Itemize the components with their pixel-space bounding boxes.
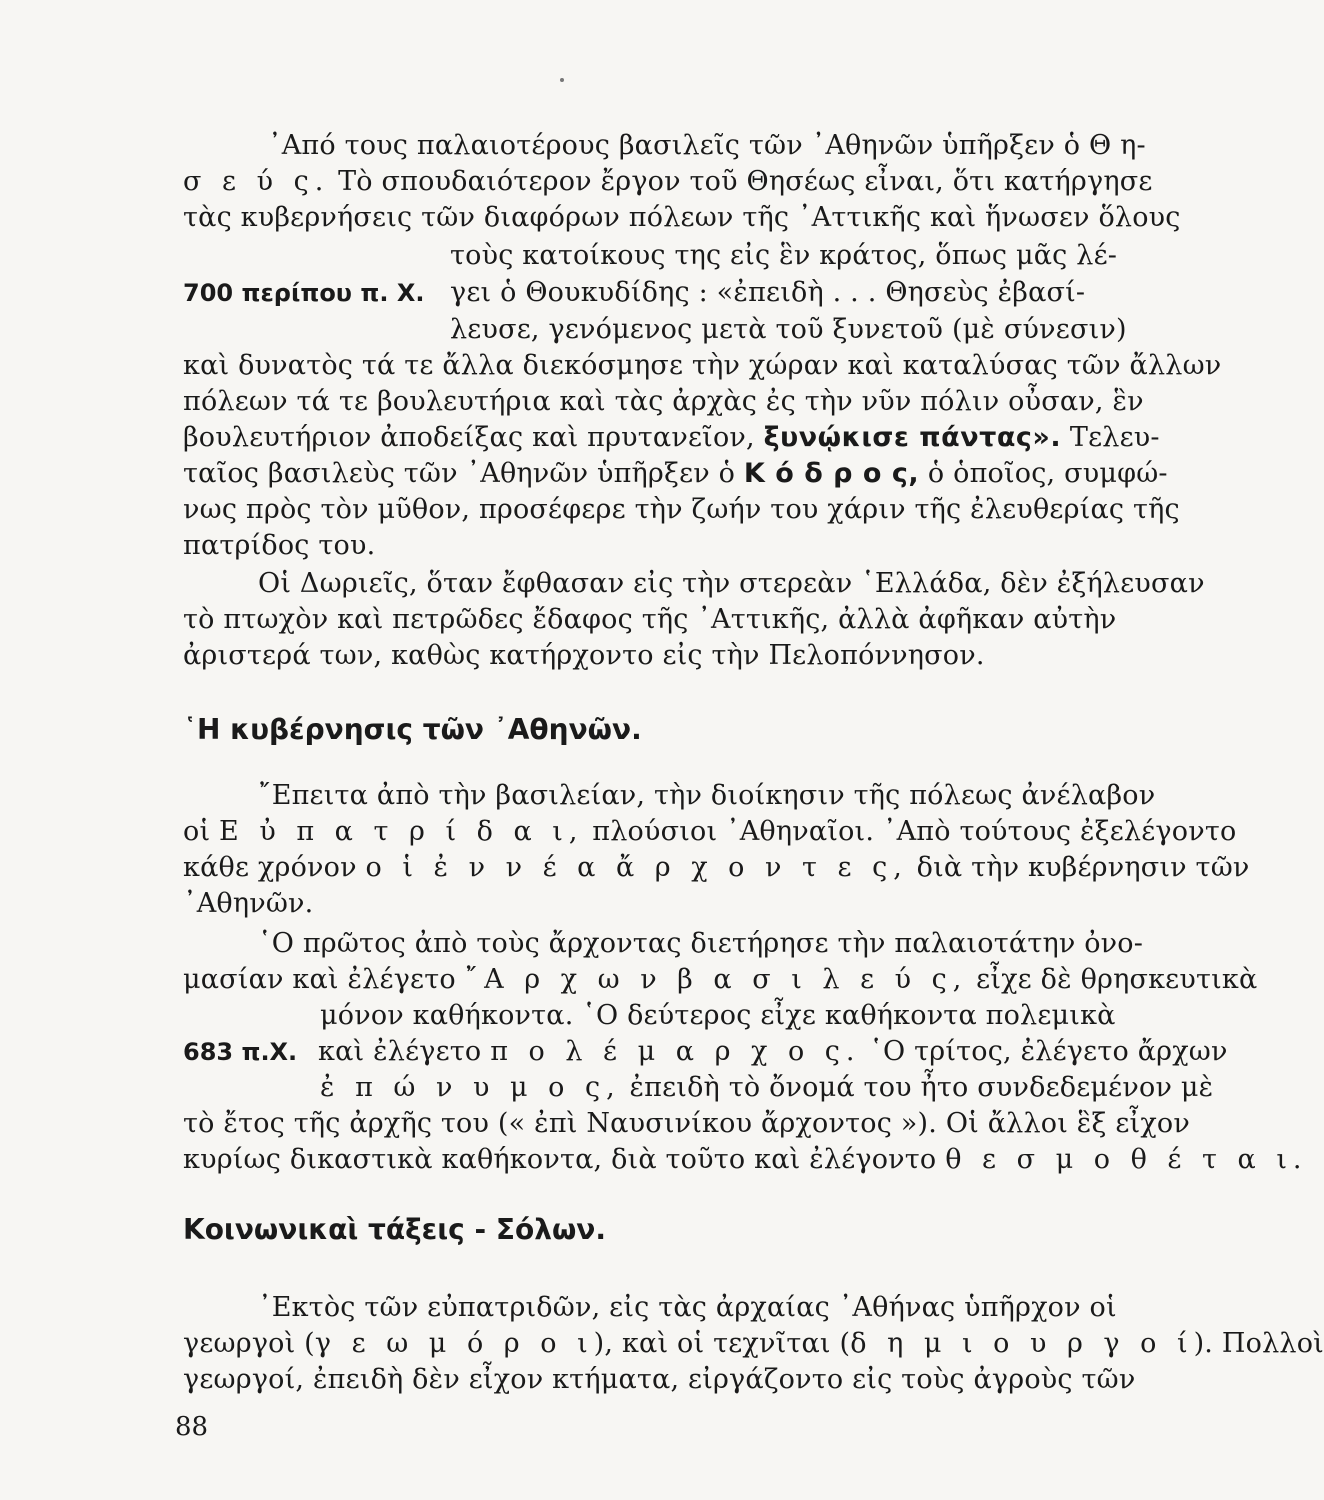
text-line: ταῖος βασιλεὺς τῶν ᾿Αθηνῶν ὑπῆρξεν ὁ Κ ό δ ρ ο ς, ὁ ὁποῖος, συμφώ- <box>183 458 1168 489</box>
text-line: βουλευτήριον ἀποδείξας καὶ πρυτανεῖον, ξυνῴκισε πάντας». Τελευ- <box>183 422 1160 453</box>
text-line: γει ὁ Θουκυδίδης : «ἐπειδὴ . . . Θησεὺς ἐβασί- <box>450 277 1086 308</box>
text-line: γεωργοὶ (γ ε ω μ ό ρ ο ι), καὶ οἱ τεχνῖται (δ η μ ι ο υ ρ γ ο ί). Πολλοὶ <box>183 1328 1324 1359</box>
text-line: καὶ δυνατὸς τά τε ἄλλα διεκόσμησε τὴν χώραν καὶ καταλύσας τῶν ἄλλων <box>183 350 1222 381</box>
text-line: τοὺς κατοίκους της εἰς ἓν κράτος, ὅπως μᾶς λέ- <box>450 240 1118 271</box>
text-line: γεωργοί, ἐπειδὴ δὲν εἶχον κτήματα, εἰργάζοντο εἰς τοὺς ἀγροὺς τῶν <box>183 1364 1136 1395</box>
text-line: τὸ ἔτος τῆς ἀρχῆς του (« ἐπὶ Ναυσινίκου ἄρχοντος »). Οἱ ἄλλοι ἓξ εἶχον <box>183 1108 1190 1139</box>
text-line: ῎Επειτα ἀπὸ τὴν βασιλείαν, τὴν διοίκησιν τῆς πόλεως ἀνέλαβον <box>258 780 1156 811</box>
text-line: ᾿Αθηνῶν. <box>183 888 314 919</box>
margin-date-note: 700 περίπου π. Χ. <box>183 279 425 307</box>
text-line: μόνον καθήκοντα. ῾Ο δεύτερος εἶχε καθήκοντα πολεμικὰ <box>320 1000 1116 1031</box>
text-line: κυρίως δικαστικὰ καθήκοντα, διὰ τοῦτο καὶ ἐλέγοντο θ ε σ μ ο θ έ τ α ι. <box>183 1144 1308 1175</box>
text-line: τὰς κυβερνήσεις τῶν διαφόρων πόλεων τῆς ᾿Αττικῆς καὶ ἥνωσεν ὅλους <box>183 202 1181 233</box>
text-line: κάθε χρόνον ο ἱ ἐ ν ν έ α ἄ ρ χ ο ν τ ε ς, διὰ τὴν κυβέρνησιν τῶν <box>183 852 1250 883</box>
text-line: λευσε, γενόμενος μετὰ τοῦ ξυνετοῦ (μὲ σύνεσιν) <box>450 314 1127 345</box>
text-line: ᾿Από τους παλαιοτέρους βασιλεῖς τῶν ᾿Αθηνῶν ὑπῆρξεν ὁ Θ η- <box>268 130 1146 161</box>
section-heading: ῾Η κυβέρνησις τῶν ᾿Αθηνῶν. <box>183 713 642 746</box>
text-line: ᾿Εκτὸς τῶν εὐπατριδῶν, εἰς τὰς ἀρχαίας ᾿Αθήνας ὑπῆρχον οἱ <box>258 1292 1117 1323</box>
text-line: ἐ π ώ ν υ μ ο ς, ἐπειδὴ τὸ ὄνομά του ἦτο συνδεδεμένον μὲ <box>320 1072 1214 1103</box>
text-line: οἱ Ε ὐ π α τ ρ ί δ α ι, πλούσιοι ᾿Αθηναῖοι. ᾿Απὸ τούτους ἐξελέγοντο <box>183 816 1237 847</box>
text-line: ἀριστερά των, καθὼς κατήρχοντο εἰς τὴν Πελοπόννησον. <box>183 640 985 671</box>
text-line: τὸ πτωχὸν καὶ πετρῶδες ἔδαφος τῆς ᾿Αττικῆς, ἀλλὰ ἀφῆκαν αὐτὴν <box>183 604 1117 635</box>
text-line: σ ε ύ ς. Τὸ σπουδαιότερον ἔργον τοῦ Θησέως εἶναι, ὅτι κατήργησε <box>183 166 1153 197</box>
page-number: 88 <box>175 1412 209 1442</box>
section-heading: Κοινωνικαὶ τάξεις - Σόλων. <box>183 1213 607 1246</box>
text-line: πατρίδος του. <box>183 530 376 561</box>
text-line: νως πρὸς τὸν μῦθον, προσέφερε τὴν ζωήν του χάριν τῆς ἐλευθερίας τῆς <box>183 494 1180 525</box>
text-line: ῾Ο πρῶτος ἀπὸ τοὺς ἄρχοντας διετήρησε τὴν παλαιοτάτην ὀνο- <box>258 928 1144 959</box>
text-line: μασίαν καὶ ἐλέγετο ῎Α ρ χ ω ν β α σ ι λ ε ύ ς, εἶχε δὲ θρησκευτικὰ <box>183 964 1258 995</box>
print-speck <box>560 78 564 82</box>
margin-date-note: 683 π.Χ. <box>183 1038 298 1066</box>
text-line: καὶ ἐλέγετο π ο λ έ μ α ρ χ ο ς. ῾Ο τρίτος, ἐλέγετο ἄρχων <box>318 1036 1228 1067</box>
text-line: Οἱ Δωριεῖς, ὅταν ἔφθασαν εἰς τὴν στερεὰν ῾Ελλάδα, δὲν ἐξήλευσαν <box>258 568 1205 599</box>
text-line: πόλεων τά τε βουλευτήρια καὶ τὰς ἀρχὰς ἐς τὴν νῦν πόλιν οὖσαν, ἓν <box>183 386 1144 417</box>
